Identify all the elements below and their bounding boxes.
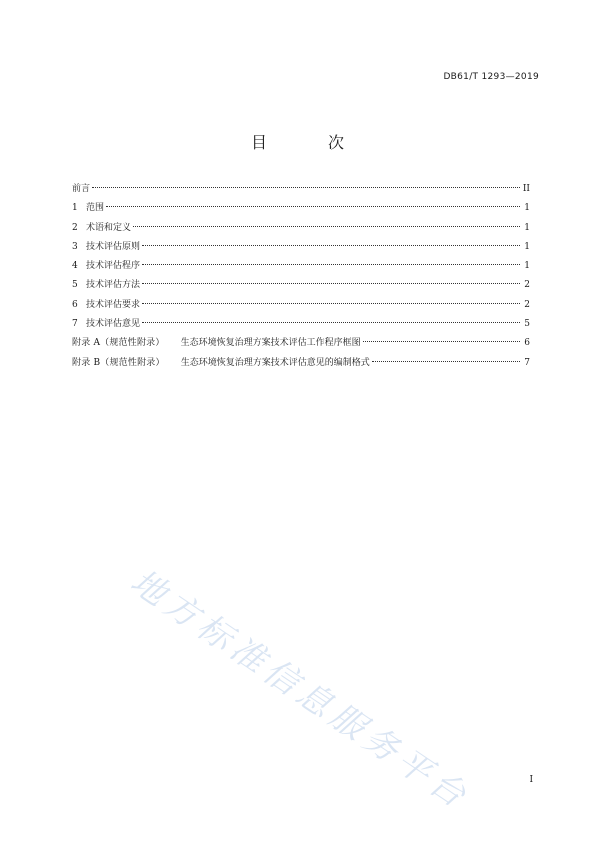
- toc-appendix-title: 生态环境恢复治理方案技术评估工作程序框图: [180, 338, 361, 349]
- toc-entry-number: 1: [72, 203, 78, 214]
- toc-entry-page: 5: [524, 319, 530, 330]
- toc-entry-label: 前言: [72, 184, 91, 194]
- toc-leader-dots: [363, 341, 520, 342]
- toc-entry-requirements[interactable]: [72, 296, 530, 315]
- toc-entry-label: 技术评估方法: [86, 280, 141, 291]
- toc-entry-number: 5: [72, 280, 78, 291]
- toc-entry-page: 1: [524, 222, 530, 233]
- watermark: 地方标准信息服务平台: [123, 561, 478, 819]
- toc-entry-label: 技术评估程序: [86, 261, 141, 272]
- toc-entry-foreword[interactable]: [72, 180, 530, 199]
- toc-entry-page: 1: [524, 241, 530, 252]
- table-of-contents: [72, 180, 530, 373]
- page-number: I: [529, 775, 533, 785]
- toc-leader-dots: [142, 303, 520, 304]
- page-title: 目 次: [250, 133, 373, 152]
- toc-appendix-label: 附录 A（规范性附录）: [72, 338, 165, 349]
- toc-entry-page: 1: [524, 261, 530, 272]
- toc-entry-label: 术语和定义: [86, 222, 132, 233]
- toc-leader-dots: [142, 245, 520, 246]
- toc-entry-appendix-b[interactable]: [72, 354, 530, 373]
- toc-entry-terms[interactable]: [72, 219, 530, 238]
- toc-entry-page: 2: [524, 299, 530, 310]
- toc-leader-dots: [142, 283, 520, 284]
- toc-entry-page: 1: [524, 203, 530, 214]
- toc-leader-dots: [142, 322, 520, 323]
- toc-entry-page: 2: [524, 280, 530, 291]
- toc-entry-number: 2: [72, 222, 78, 233]
- toc-entry-appendix-a[interactable]: [72, 334, 530, 353]
- toc-entry-label: 技术评估要求: [86, 299, 141, 310]
- toc-appendix-label: 附录 B（规范性附录）: [72, 357, 165, 368]
- toc-appendix-title: 生态环境恢复治理方案技术评估意见的编制格式: [180, 357, 370, 368]
- toc-entry-number: 3: [72, 241, 78, 252]
- toc-entry-page: 7: [524, 357, 530, 368]
- toc-leader-dots: [142, 264, 520, 265]
- toc-entry-scope[interactable]: [72, 199, 530, 218]
- standard-code: DB61/T 1293—2019: [443, 72, 539, 82]
- toc-entry-number: 7: [72, 319, 78, 330]
- toc-leader-dots: [372, 361, 520, 362]
- toc-entry-page: II: [522, 184, 530, 194]
- toc-entry-principles[interactable]: [72, 238, 530, 257]
- toc-entry-page: 6: [524, 338, 530, 349]
- toc-entry-number: 6: [72, 299, 78, 310]
- toc-entry-label: 技术评估原则: [86, 241, 141, 252]
- toc-leader-dots: [106, 206, 520, 207]
- toc-entry-label: 范围: [86, 203, 105, 214]
- toc-leader-dots: [92, 187, 520, 188]
- toc-entry-label: 技术评估意见: [86, 319, 141, 330]
- toc-entry-opinions[interactable]: [72, 315, 530, 334]
- toc-entry-procedure[interactable]: [72, 257, 530, 276]
- toc-entry-methods[interactable]: [72, 276, 530, 295]
- toc-entry-number: 4: [72, 261, 78, 272]
- toc-leader-dots: [133, 226, 520, 227]
